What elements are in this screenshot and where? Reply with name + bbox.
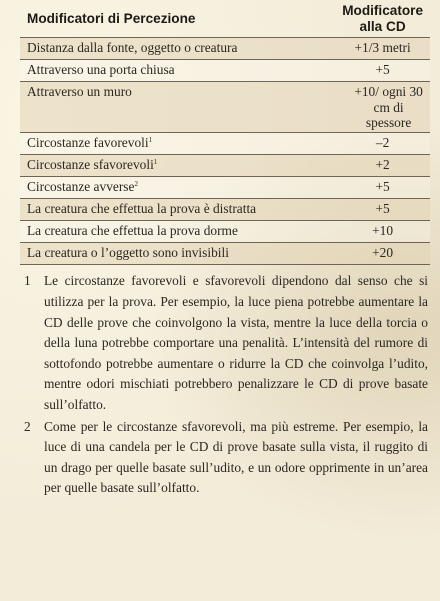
row-modifier: +20	[335, 243, 430, 265]
row-modifier: +10/ ogni 30 cm di spessore	[335, 82, 430, 133]
footnote	[20, 417, 430, 499]
footnote-text: Come per le circostanze sfavorevoli, ma più estreme. Per esempio, la luce di una candela per le CD di prove basate sulla vista, il ruggito di un drago per quelle basate sull’udito, e un odore opprimente in un’area per quelle basate sull’olfatto.	[44, 418, 428, 496]
footnote-ref: 1	[148, 136, 153, 145]
table-row	[20, 60, 430, 82]
header-modifier: Modificatore alla CD	[342, 3, 423, 34]
row-condition	[20, 38, 335, 60]
footnote-number: 1	[24, 273, 31, 289]
table-row	[20, 243, 430, 265]
table-row	[20, 38, 430, 60]
row-modifier: +5	[335, 60, 430, 82]
table-row	[20, 177, 430, 199]
row-modifier: –2	[335, 133, 430, 155]
footnotes	[20, 271, 430, 499]
table-row	[20, 82, 430, 133]
condition-text: La creatura che effettua la prova dorme	[27, 223, 238, 239]
condition-text: Attraverso un muro	[27, 84, 132, 100]
footnote-ref: 2	[134, 180, 138, 189]
condition-text: La creatura che effettua la prova è distratta	[27, 201, 257, 217]
condition-text: Circostanze sfavorevoli	[27, 157, 154, 173]
row-condition	[20, 133, 335, 155]
table-row	[20, 221, 430, 243]
condition-text: Circostanze avverse	[27, 179, 135, 195]
row-modifier: +10	[335, 221, 430, 243]
page	[20, 0, 430, 499]
footnote-ref: 1	[153, 158, 158, 167]
table-header-row	[20, 0, 430, 38]
condition-text: Distanza dalla fonte, oggetto o creatura	[27, 40, 238, 56]
row-condition	[20, 82, 335, 133]
header-condition: Modificatori di Percezione	[27, 10, 196, 26]
footnote-text: Le circostanze favorevoli e sfavorevoli dipendono dal senso che si utilizza per la prova. Per esempio, la luce piena potrebbe aumentare la CD delle prove che coinvolgono la vista, mentre la luce della torcia o della luna potrebbe comportare una penalità. L’intensità del rumore di sottofondo potrebbe aumentare o ridurre la CD che coinvolga l’udito, mentre odori mischiati potrebbero penalizzare le CD di prove basate sull’olfatto.	[44, 273, 428, 413]
row-modifier: +5	[335, 177, 430, 199]
table-row	[20, 133, 430, 155]
footnote	[20, 271, 430, 415]
table-row	[20, 199, 430, 221]
row-modifier: +1/3 metri	[335, 38, 430, 60]
condition-text: La creatura o l’oggetto sono invisibili	[27, 245, 229, 261]
row-modifier: +5	[335, 199, 430, 221]
row-condition	[20, 60, 335, 82]
perception-modifiers-table	[20, 0, 430, 265]
row-condition	[20, 155, 335, 177]
table-row	[20, 155, 430, 177]
row-condition	[20, 199, 335, 221]
condition-text: Circostanze favorevoli	[27, 135, 149, 151]
footnote-number: 2	[24, 418, 31, 434]
row-condition	[20, 221, 335, 243]
row-condition	[20, 177, 335, 199]
row-condition	[20, 243, 335, 265]
condition-text: Attraverso una porta chiusa	[27, 62, 175, 78]
row-modifier: +2	[335, 155, 430, 177]
